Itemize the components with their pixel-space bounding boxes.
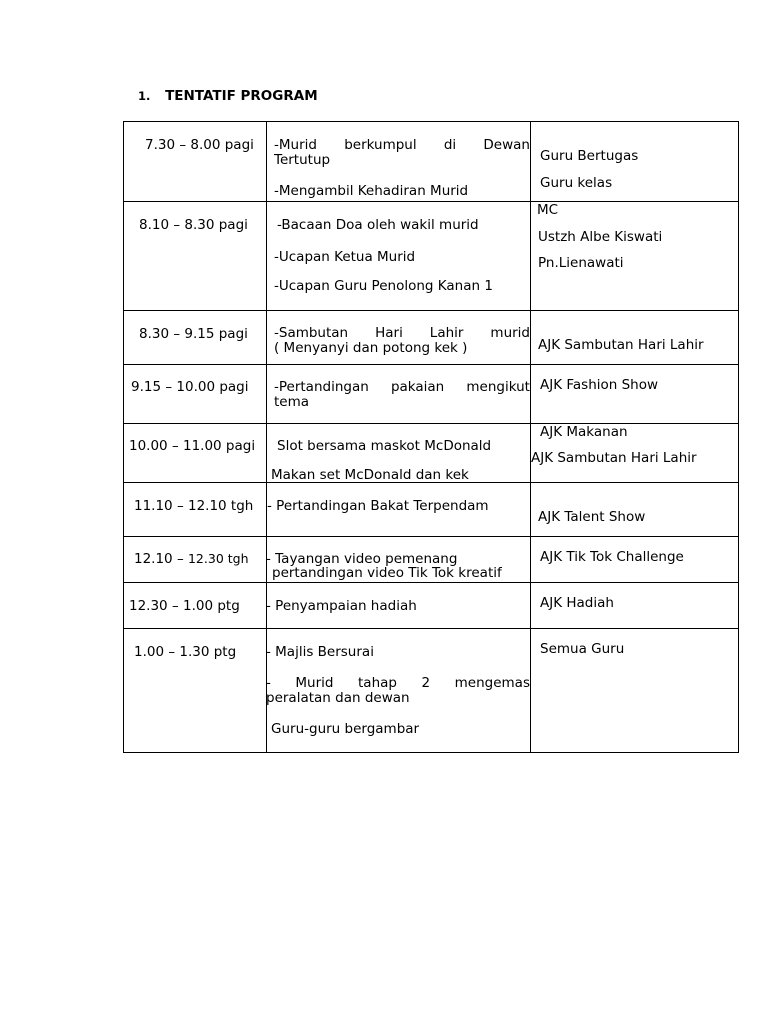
activity-word: Murid (295, 675, 334, 691)
activity-line (274, 326, 530, 340)
pic-line: Guru kelas (540, 175, 613, 191)
time-cell: 11.10 – 12.10 tgh (134, 498, 254, 514)
activity-word: mengemas (454, 675, 530, 691)
activity-word: Lahir (429, 325, 464, 341)
pic-line: AJK Sambutan Hari Lahir (531, 450, 697, 466)
time-cell: 7.30 – 8.00 pagi (145, 137, 254, 153)
activity-line (274, 380, 530, 394)
activity-word: 2 (421, 675, 431, 691)
activity-word: berkumpul (344, 137, 417, 153)
activity-line (266, 676, 530, 690)
activity-line: -Bacaan Doa oleh wakil murid (277, 217, 479, 233)
activity-line: - Penyampaian hadiah (266, 598, 417, 614)
activity-line (274, 138, 530, 152)
activity-word: pakaian (390, 379, 445, 395)
activity-word: -Murid (274, 137, 317, 153)
activity-line: ( Menyanyi dan potong kek ) (274, 340, 468, 356)
activity-word: di (443, 137, 457, 153)
row-divider (124, 628, 738, 629)
pic-line: MC (537, 202, 559, 218)
activity-line: -Mengambil Kehadiran Murid (274, 183, 469, 199)
pic-line: Guru Bertugas (540, 148, 639, 164)
row-divider (124, 536, 738, 537)
activity-line: Guru-guru bergambar (271, 721, 420, 737)
activity-word: -Pertandingan (274, 379, 369, 395)
section-number: 1. (138, 89, 151, 103)
activity-word: - (266, 675, 271, 691)
time-cell: 9.15 – 10.00 pagi (131, 379, 249, 395)
activity-word: Dewan (483, 137, 530, 153)
column-divider (530, 122, 531, 752)
activity-line: - Majlis Bersurai (266, 644, 374, 660)
activity-word: murid (490, 325, 530, 341)
activity-line: pertandingan video Tik Tok kreatif (272, 565, 502, 581)
activity-line: Slot bersama maskot McDonald (277, 438, 492, 454)
row-divider (124, 364, 738, 365)
pic-line: AJK Tik Tok Challenge (540, 549, 684, 565)
pic-line: Pn.Lienawati (538, 255, 624, 271)
activity-word: tahap (358, 675, 397, 691)
time-cell: 10.00 – 11.00 pagi (129, 438, 256, 454)
time-cell: 12.30 – 1.00 ptg (129, 598, 240, 614)
activity-line: - Pertandingan Bakat Terpendam (267, 498, 489, 514)
pic-line: AJK Fashion Show (540, 377, 659, 393)
time-cell: 1.00 – 1.30 ptg (134, 644, 237, 660)
pic-line: AJK Hadiah (540, 595, 614, 611)
pic-line: AJK Sambutan Hari Lahir (538, 337, 704, 353)
activity-word: Hari (375, 325, 403, 341)
activity-line: Makan set McDonald dan kek (271, 467, 469, 483)
activity-line: peralatan dan dewan (266, 690, 410, 706)
activity-word: -Sambutan (274, 325, 349, 341)
pic-line: AJK Talent Show (538, 509, 646, 525)
pic-line: Ustzh Albe Kiswati (538, 229, 663, 245)
activity-line: tema (274, 394, 310, 410)
activity-word: mengikut (466, 379, 530, 395)
row-divider (124, 582, 738, 583)
section-heading (138, 88, 318, 104)
activity-line: -Ucapan Guru Penolong Kanan 1 (274, 278, 493, 294)
time-period: tgh (223, 551, 249, 566)
activity-line: -Ucapan Ketua Murid (274, 249, 416, 265)
schedule-table (123, 121, 739, 753)
time-end: 12.30 (187, 551, 224, 566)
time-start: 12.10 – (134, 551, 188, 567)
pic-line: AJK Makanan (540, 424, 628, 440)
activity-line: Tertutup (274, 152, 331, 168)
row-divider (124, 423, 738, 424)
section-title: TENTATIF PROGRAM (165, 88, 318, 104)
row-divider (124, 310, 738, 311)
row-divider (124, 201, 738, 202)
time-cell: 8.10 – 8.30 pagi (139, 217, 248, 233)
time-cell: 8.30 – 9.15 pagi (139, 326, 248, 342)
pic-line: Semua Guru (540, 641, 625, 657)
activity-line: - Tayangan video pemenang (266, 551, 458, 567)
time-cell (134, 552, 249, 566)
